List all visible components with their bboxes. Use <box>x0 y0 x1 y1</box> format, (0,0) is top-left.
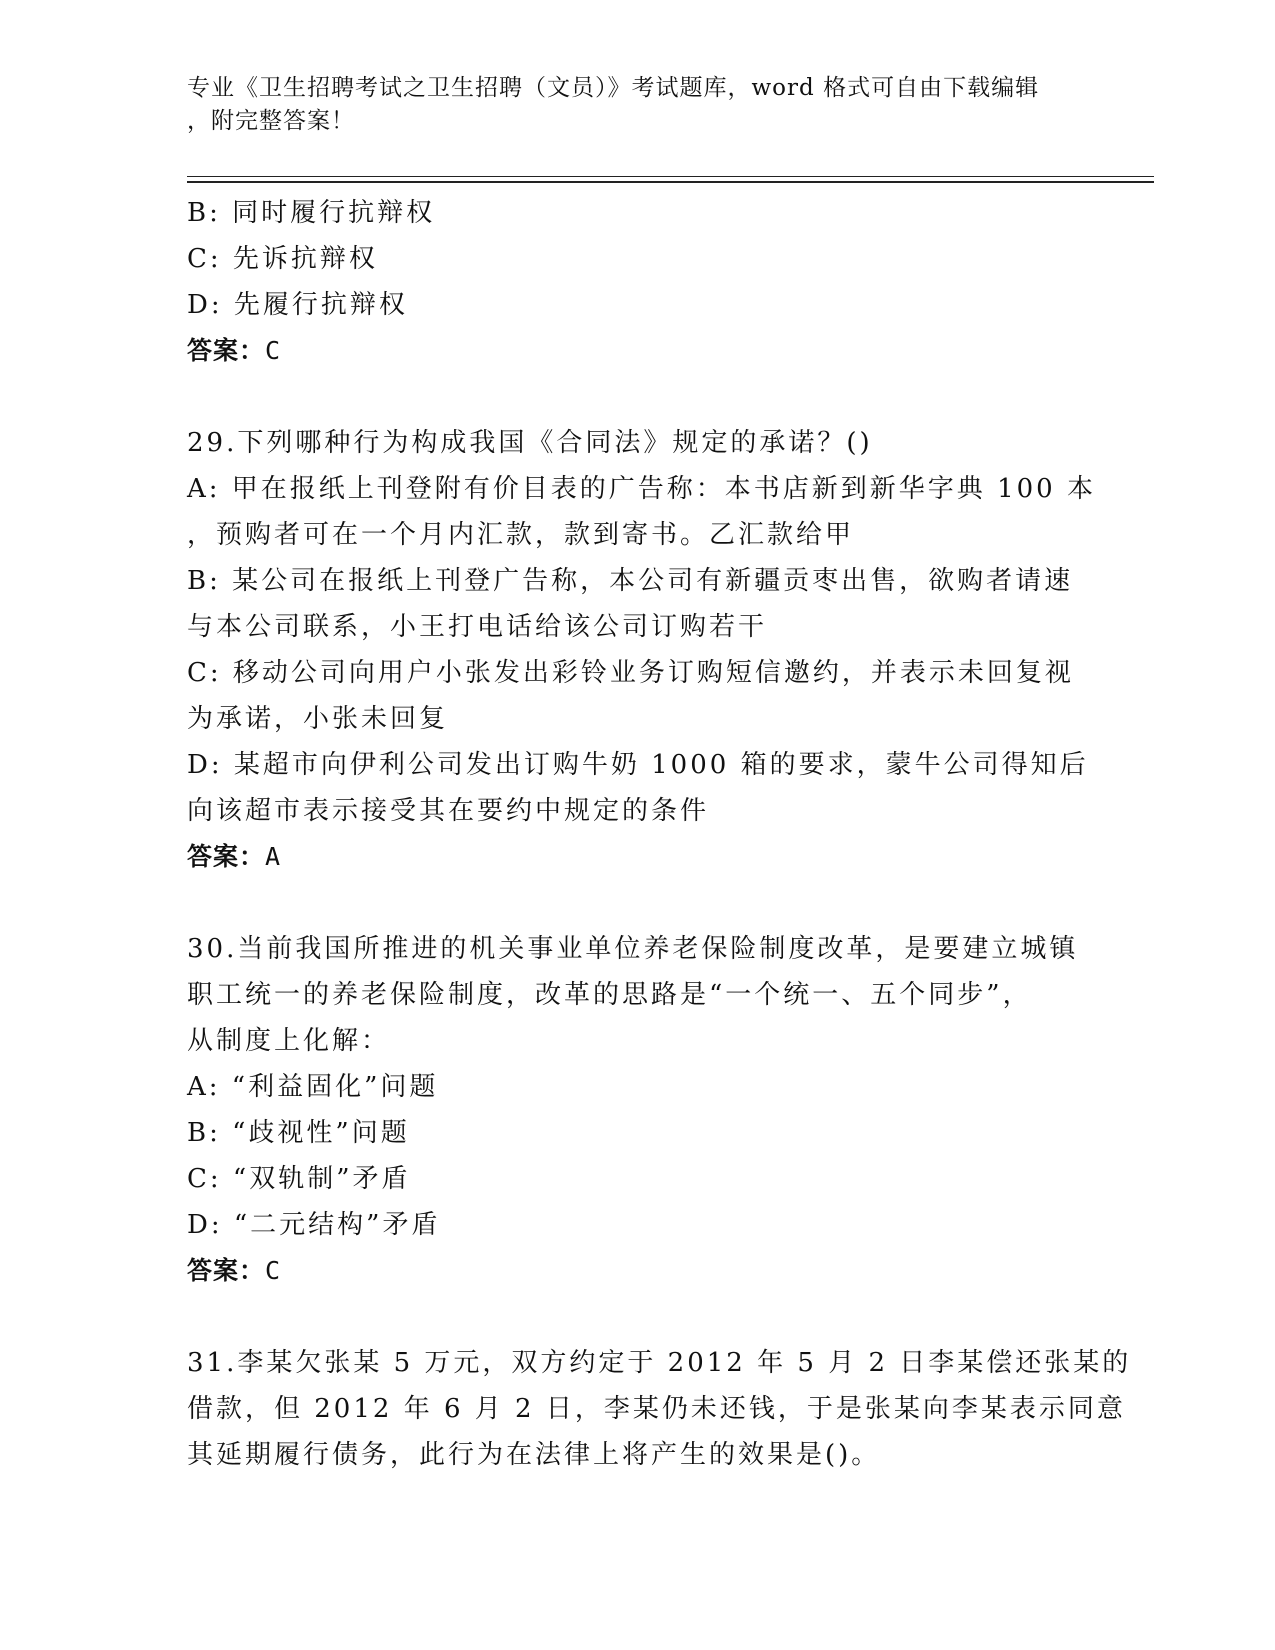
q30-answer <box>187 1248 1087 1294</box>
q29-option-d-line-1: D: 某超市向伊利公司发出订购牛奶 1000 箱的要求，蒙牛公司得知后 <box>187 750 1089 780</box>
question-28-tail <box>187 190 1087 374</box>
document-header <box>187 72 1087 138</box>
q29-option-a-line-2: ，预购者可在一个月内汇款，款到寄书。乙汇款给甲 <box>187 520 855 550</box>
q29-option-c-line-1: C: 移动公司向用户小张发出彩铃业务订购短信邀约，并表示未回复视 <box>187 658 1074 688</box>
q29-option-b-line-2: 与本公司联系，小王打电话给该公司订购若干 <box>187 612 768 642</box>
spacer <box>187 880 1087 926</box>
q29-answer <box>187 834 1087 880</box>
spacer <box>187 1294 1087 1340</box>
question-29 <box>187 420 1096 880</box>
q30-answer-value: C <box>265 1256 282 1285</box>
q29-answer-label: 答案： <box>187 842 266 871</box>
q31-stem-line-3: 其延期履行债务，此行为在法律上将产生的效果是()。 <box>187 1440 881 1470</box>
q28-answer-value: C <box>265 336 282 365</box>
q29-answer-value: A <box>265 842 282 871</box>
q28-option-c: C: 先诉抗辩权 <box>187 244 378 274</box>
q30-option-d: D: “二元结构”矛盾 <box>187 1210 441 1240</box>
q28-answer-label: 答案： <box>187 336 266 365</box>
header-rule-thin <box>187 176 1154 177</box>
q30-option-a: A: “利益固化”问题 <box>187 1072 439 1102</box>
q28-answer <box>187 328 1087 374</box>
q30-stem-line-2: 职工统一的养老保险制度，改革的思路是“一个统一、五个同步”， <box>187 980 1032 1010</box>
header-line-2: ，附完整答案！ <box>187 108 355 134</box>
spacer <box>187 374 1087 420</box>
q29-stem: 29.下列哪种行为构成我国《合同法》规定的承诺？() <box>187 428 873 458</box>
q29-option-b-line-1: B: 某公司在报纸上刊登广告称，本公司有新疆贡枣出售，欲购者请速 <box>187 566 1074 596</box>
q30-option-c: C: “双轨制”矛盾 <box>187 1164 411 1194</box>
q29-option-a-line-1: A: 甲在报纸上刊登附有价目表的广告称：本书店新到新华字典 100 本 <box>187 474 1096 504</box>
q31-stem-line-2: 借款，但 2012 年 6 月 2 日，李某仍未还钱，于是张某向李某表示同意 <box>187 1394 1126 1424</box>
header-line-1: 专业《卫生招聘考试之卫生招聘（文员）》考试题库，word 格式可自由下载编辑 <box>187 75 1040 101</box>
q30-option-b: B: “歧视性”问题 <box>187 1118 410 1148</box>
q28-option-b: B: 同时履行抗辩权 <box>187 198 436 228</box>
q28-option-d: D: 先履行抗辩权 <box>187 290 408 320</box>
question-31 <box>187 1340 1132 1478</box>
q29-option-c-line-2: 为承诺，小张未回复 <box>187 704 449 734</box>
q31-stem-line-1: 31.李某欠张某 5 万元，双方约定于 2012 年 5 月 2 日李某偿还张某的 <box>187 1348 1132 1378</box>
q29-option-d-line-2: 向该超市表示接受其在要约中规定的条件 <box>187 796 710 826</box>
q30-stem-line-3: 从制度上化解： <box>187 1026 391 1056</box>
q30-answer-label: 答案： <box>187 1256 266 1285</box>
q30-stem-line-1: 30.当前我国所推进的机关事业单位养老保险制度改革，是要建立城镇 <box>187 934 1079 964</box>
question-30 <box>187 926 1087 1294</box>
header-rule-thick <box>187 181 1154 183</box>
question-content <box>187 190 1132 1478</box>
